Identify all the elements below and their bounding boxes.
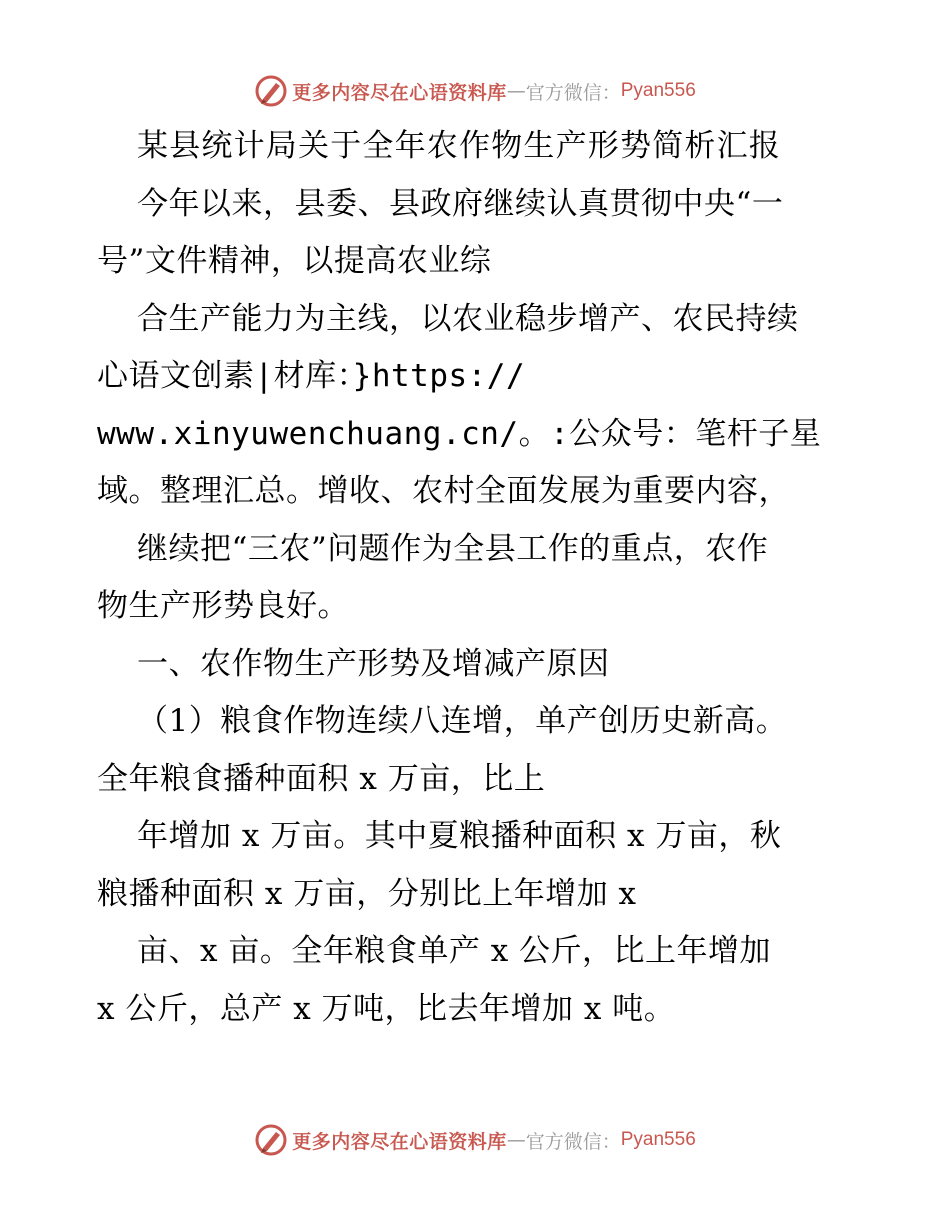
- paragraph-line: 号”文件精神，以提高农业综: [97, 243, 492, 279]
- watermark-main-text: 更多内容尽在心语资料库: [292, 81, 507, 104]
- paragraph-line: 继续把“三农”问题作为全县工作的重点，农作: [137, 530, 769, 567]
- paragraph-line: 年增加 x 万亩。其中夏粮播种面积 x 万亩，秋: [137, 818, 782, 854]
- paragraph-line: x 公斤，总产 x 万吨，比去年增加 x 吨。: [97, 990, 676, 1027]
- watermark-official-label: 官方微信：: [525, 81, 621, 104]
- paragraph-line: www.xinyuwenchuang.cn/。:公众号：笔杆子星: [97, 415, 822, 452]
- paragraph-line: 全年粮食播种面积 x 万亩，比上: [97, 760, 546, 797]
- paragraph-line: 今年以来，县委、县政府继续认真贯彻中央“一: [137, 185, 784, 222]
- pen-logo-icon: [254, 1123, 288, 1157]
- section-heading: 一、农作物生产形势及增减产原因: [137, 645, 610, 682]
- paragraph-line: 域。整理汇总。增收、农村全面发展为重要内容，: [97, 473, 790, 509]
- watermark-wechat-id: Pyan556: [620, 80, 696, 101]
- watermark-official-label: 官方微信：: [525, 1130, 621, 1153]
- document-title: 某县统计局关于全年农作物生产形势简析汇报: [137, 128, 781, 164]
- watermark-header: [0, 71, 950, 111]
- document-body: [97, 118, 857, 1038]
- paragraph-line: 粮播种面积 x 万亩，分别比上年增加 x: [97, 875, 637, 912]
- watermark-separator: —: [506, 80, 526, 102]
- pen-logo-icon: [254, 74, 288, 108]
- paragraph-line: 亩、x 亩。全年粮食单产 x 公斤，比上年增加: [137, 933, 772, 969]
- watermark-separator: —: [506, 1129, 526, 1151]
- watermark-main-text: 更多内容尽在心语资料库: [292, 1130, 507, 1153]
- paragraph-line: 物生产形势良好。: [97, 588, 349, 624]
- paragraph-line: 心语文创素|材库：}https://: [97, 358, 526, 394]
- paragraph-line: 合生产能力为主线，以农业稳步增产、农民持续: [137, 300, 799, 337]
- watermark-footer: [0, 1120, 950, 1160]
- subsection-heading: （1）粮食作物连续八连增，单产创历史新高。: [137, 703, 788, 739]
- watermark-wechat-id: Pyan556: [620, 1129, 696, 1150]
